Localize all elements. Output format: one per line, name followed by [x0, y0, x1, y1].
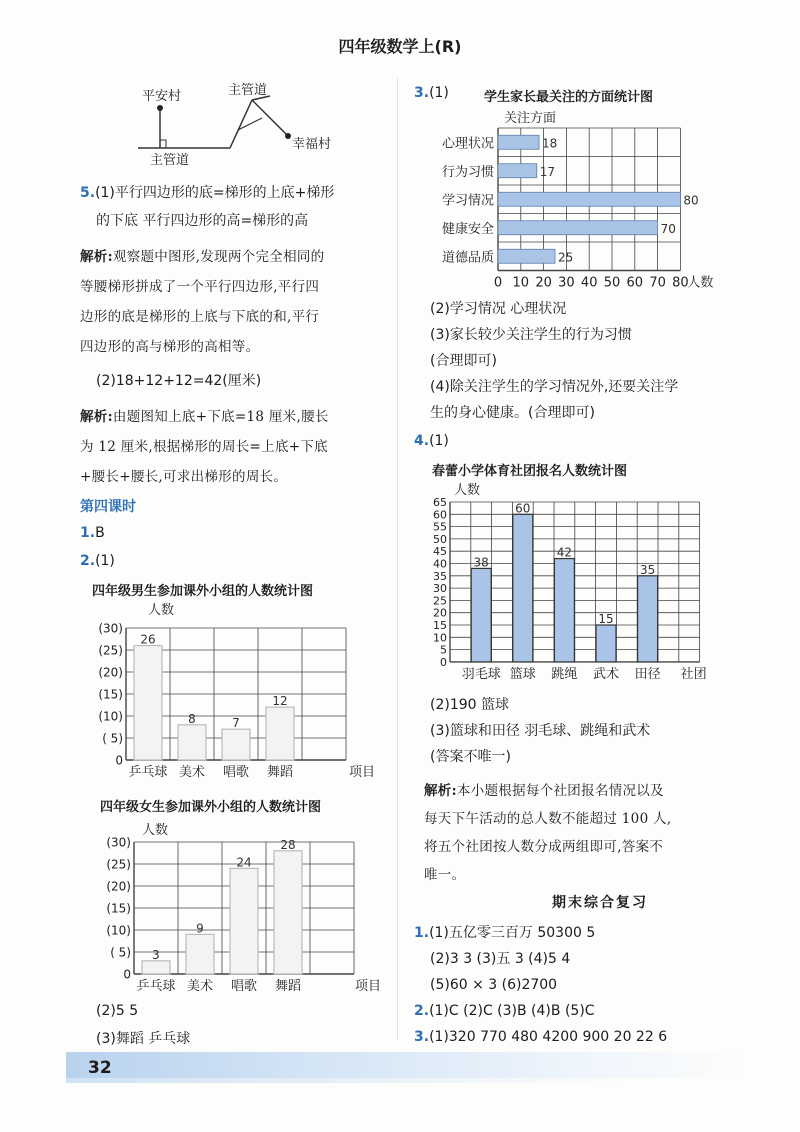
review-q2-text: (1)C (2)C (3)B (4)B (5)C — [429, 1003, 595, 1019]
x-tick-label: 唱歌 — [222, 765, 250, 780]
y-tick-label: 65 — [433, 495, 447, 509]
parents-chart-title: 学生家长最关注的方面统计图 — [484, 90, 654, 105]
y-tick-label: (20) — [98, 665, 123, 680]
map-label-pingan: 平安村 — [142, 89, 182, 104]
q2-text: (1) — [95, 553, 115, 569]
page-title: 四年级数学上(R) — [338, 37, 462, 56]
parents-concern-chart — [422, 100, 742, 296]
girls-club-chart — [86, 812, 386, 994]
q3-part4: (4)除关注学生的学习情况外,还要关注学 — [430, 379, 679, 395]
y-tick-label: (25) — [106, 857, 131, 872]
y-tick-label: 0 — [115, 753, 123, 768]
bar-道德品质 — [498, 249, 555, 263]
y-axis-label: 人数 — [142, 823, 169, 838]
bar-舞蹈 — [274, 851, 302, 974]
x-tick-label: 乒乓球 — [128, 765, 168, 780]
x-tick-label: 羽毛球 — [461, 666, 501, 682]
y-tick-label: 45 — [433, 545, 447, 559]
q4-part3b: (答案不唯一) — [430, 749, 511, 765]
q1-number: 1. — [80, 525, 96, 541]
bar-value-label: 80 — [683, 193, 699, 208]
bar-心理状况 — [498, 135, 539, 149]
q3-part3: (3)家长较少关注学生的行为习惯 — [430, 327, 632, 343]
q5-analysis-line2: 等腰梯形拼成了一个平行四边形,平行四 — [80, 279, 320, 295]
bar-value-label: 18 — [542, 136, 558, 151]
map-label-zhuguan-top: 主管道 — [228, 83, 268, 98]
review-q2-number: 2. — [414, 1003, 430, 1019]
bar-value-label: 25 — [558, 250, 574, 265]
page-number: 32 — [88, 1058, 112, 1078]
y-tick-label: (30) — [98, 621, 123, 636]
q4-part2: (2)190 篮球 — [430, 697, 510, 713]
q2-part3: (3)舞蹈 乒乓球 — [96, 1031, 191, 1047]
y-tick-label: (30) — [106, 835, 131, 850]
q5-analysis-line3: 边形的底是梯形的上底与下底的和,平行 — [80, 309, 320, 325]
xingfu-village-dot — [285, 133, 291, 139]
x-tick-label: 乒乓球 — [136, 979, 176, 994]
y-tick-label: (10) — [98, 709, 123, 724]
q3-part1: (1) — [429, 85, 449, 101]
review-q3 — [414, 1022, 667, 1052]
q3-part2: (2)学习情况 心理状况 — [430, 301, 567, 317]
q4-part1: (1) — [429, 433, 449, 449]
y-tick-label: 30 — [433, 582, 447, 596]
x-tick-label: 60 — [626, 275, 644, 291]
x-tick-label: 武术 — [592, 666, 620, 682]
q5-analysis-line1 — [80, 242, 324, 272]
y-tick-label: (25) — [98, 643, 123, 658]
lesson-heading: 第四课时 — [80, 499, 136, 515]
bar-健康安全 — [498, 221, 658, 235]
q5-analysis2-line2: 为 12 厘米,根据梯形的周长=上底+下底 — [80, 439, 328, 455]
review-q1-text1: (1)五亿零三百万 50300 5 — [429, 925, 596, 941]
q4-part3: (3)篮球和田径 羽毛球、跳绳和武术 — [430, 723, 651, 739]
y-tick-label: 道德品质 — [441, 250, 494, 266]
bar-value-label: 35 — [639, 562, 656, 577]
x-tick-label: 30 — [558, 275, 575, 291]
review-q3-number: 3. — [414, 1029, 430, 1045]
bar-乒乓球 — [134, 646, 162, 760]
y-tick-label: 40 — [433, 557, 447, 571]
y-tick-label: 55 — [433, 520, 447, 534]
x-tick-label: 50 — [603, 275, 621, 291]
x-tick-label: 唱歌 — [230, 979, 258, 994]
q5-part2: (2)18+12+12=42(厘米) — [96, 373, 262, 389]
bar-value-label: 24 — [236, 855, 252, 870]
x-tick-label: 10 — [512, 275, 530, 291]
sports-chart-title: 春蕾小学体育社团报名人数统计图 — [432, 464, 628, 479]
x-axis-label: 人数 — [687, 275, 714, 291]
q5-text1: (1)平行四边形的底=梯形的上底+梯形 — [95, 185, 335, 201]
y-tick-label: 25 — [433, 594, 447, 608]
review-q1-line3: (5)60 × 3 (6)2700 — [430, 977, 558, 993]
x-tick-label: 70 — [649, 275, 666, 291]
y-tick-label: 35 — [433, 569, 447, 583]
bar-学习情况 — [498, 192, 680, 206]
q5-analysis2-line3: +腰长+腰长,可求出梯形的周长。 — [80, 469, 288, 485]
q5-line1 — [80, 178, 334, 208]
y-axis-label: 人数 — [148, 603, 175, 618]
bar-舞蹈 — [266, 707, 294, 760]
sports-club-chart — [418, 476, 728, 688]
y-tick-label: (15) — [106, 901, 131, 916]
x-axis-label: 项目 — [348, 765, 376, 780]
y-tick-label: ( 5) — [102, 731, 123, 746]
y-tick-label: (10) — [106, 923, 131, 938]
review-q1-number: 1. — [414, 925, 430, 941]
x-tick-label: 跳绳 — [551, 666, 578, 682]
footer-band-stripe — [66, 1078, 626, 1083]
q5-number: 5. — [80, 185, 96, 201]
column-divider — [397, 78, 398, 1040]
x-tick-label: 篮球 — [509, 666, 536, 682]
x-tick-label: 美术 — [186, 979, 214, 994]
q4-analysis-line3: 将五个社团按人数分成两组即可,答案不 — [424, 839, 664, 855]
q4-analysis-line2: 每天下午活动的总人数不能超过 100 人, — [424, 811, 672, 827]
bar-跳绳 — [554, 559, 574, 662]
x-tick-label: 舞蹈 — [266, 765, 294, 780]
q5-analysis2-text1: 由题图知上底+下底=18 厘米,腰长 — [112, 409, 329, 425]
y-tick-label: 0 — [440, 655, 447, 669]
bar-value-label: 9 — [196, 921, 204, 936]
bar-value-label: 8 — [188, 711, 196, 726]
bar-唱歌 — [230, 868, 258, 974]
q4-analysis-line1 — [424, 776, 664, 806]
x-tick-label: 美术 — [178, 765, 206, 780]
y-tick-label: 15 — [433, 618, 447, 632]
map-label-xingfu: 幸福村 — [292, 137, 332, 152]
x-tick-label: 40 — [580, 275, 598, 291]
x-tick-label: 舞蹈 — [274, 979, 302, 994]
y-tick-label: (15) — [98, 687, 123, 702]
bar-value-label: 17 — [539, 164, 556, 179]
x-tick-label: 田径 — [634, 666, 661, 682]
bar-唱歌 — [222, 729, 250, 760]
y-tick-label: 心理状况 — [441, 136, 494, 152]
q3-part3b: (合理即可) — [430, 353, 497, 369]
y-axis-label: 人数 — [454, 483, 481, 498]
q2-answer — [80, 546, 115, 576]
q1-text: B — [95, 525, 105, 541]
review-section — [400, 892, 800, 912]
bar-value-label: 38 — [473, 555, 489, 570]
q5-analysis-line4: 四边形的高与梯形的高相等。 — [80, 339, 260, 355]
q3-part4b: 生的身心健康。(合理即可) — [430, 405, 595, 421]
y-tick-label: 10 — [433, 631, 447, 645]
bar-美术 — [186, 934, 214, 974]
x-tick-label: 20 — [535, 275, 552, 291]
y-tick-label: 5 — [440, 643, 447, 657]
x-axis-label: 项目 — [354, 979, 382, 994]
y-axis-label: 关注方面 — [504, 111, 557, 126]
q4-analysis-line4: 唯一。 — [424, 867, 466, 883]
y-tick-label: 0 — [123, 967, 131, 982]
boys-club-chart — [86, 598, 386, 780]
y-tick-label: (20) — [106, 879, 131, 894]
girls-chart-title: 四年级女生参加课外小组的人数统计图 — [100, 800, 322, 815]
q2-number: 2. — [80, 553, 96, 569]
page-header — [0, 34, 800, 57]
y-tick-label: 行为习惯 — [441, 164, 494, 180]
y-tick-label: 50 — [433, 532, 447, 546]
boys-chart-title: 四年级男生参加课外小组的人数统计图 — [92, 584, 314, 599]
bar-羽毛球 — [471, 568, 491, 661]
footer-band — [66, 1052, 746, 1078]
review-q1-line2: (2)3 3 (3)五 3 (4)5 4 — [430, 951, 571, 967]
bar-行为习惯 — [498, 164, 537, 178]
bar-value-label: 42 — [556, 545, 573, 560]
review-title: 期末综合复习 — [552, 895, 648, 911]
q5-analysis-text1: 观察题中图形,发现两个完全相同的 — [112, 249, 325, 265]
bar-value-label: 7 — [232, 716, 240, 731]
y-tick-label: 60 — [433, 508, 447, 522]
review-q3-text: (1)320 770 480 4200 900 20 22 6 — [429, 1029, 668, 1045]
q1-answer — [80, 518, 105, 548]
bar-武术 — [596, 625, 616, 662]
bar-value-label: 3 — [152, 947, 160, 962]
bar-田径 — [638, 576, 658, 662]
q4-number: 4. — [414, 433, 430, 449]
bar-乒乓球 — [142, 961, 170, 974]
q4-analysis-text1: 本小题根据每个社团报名情况以及 — [456, 783, 664, 799]
bar-篮球 — [513, 514, 533, 662]
map-label-zhuguan-bottom: 主管道 — [150, 153, 190, 168]
y-tick-label: ( 5) — [110, 945, 131, 960]
bar-美术 — [178, 725, 206, 760]
q5-analysis2-line1 — [80, 402, 329, 432]
y-tick-label: 健康安全 — [441, 221, 494, 237]
bar-value-label: 70 — [660, 221, 676, 236]
q5-analysis2-label: 解析: — [80, 409, 113, 425]
q5-line2: 的下底 平行四边形的高=梯形的高 — [96, 213, 309, 229]
bar-value-label: 15 — [598, 612, 614, 626]
x-tick-label: 0 — [493, 275, 503, 291]
x-tick-label: 80 — [672, 275, 689, 291]
q4-analysis-label: 解析: — [424, 783, 457, 799]
y-tick-label: 20 — [433, 606, 447, 620]
bar-value-label: 60 — [515, 501, 531, 516]
q3-number: 3. — [414, 85, 430, 101]
y-tick-label: 学习情况 — [441, 193, 494, 209]
bar-value-label: 12 — [272, 694, 288, 709]
q2-part2: (2)5 5 — [96, 1003, 139, 1019]
bar-value-label: 26 — [140, 632, 156, 647]
q4-header — [414, 426, 449, 456]
x-axis-label: 社团 — [680, 666, 707, 682]
q5-analysis-label: 解析: — [80, 249, 113, 265]
bar-value-label: 28 — [280, 837, 296, 852]
